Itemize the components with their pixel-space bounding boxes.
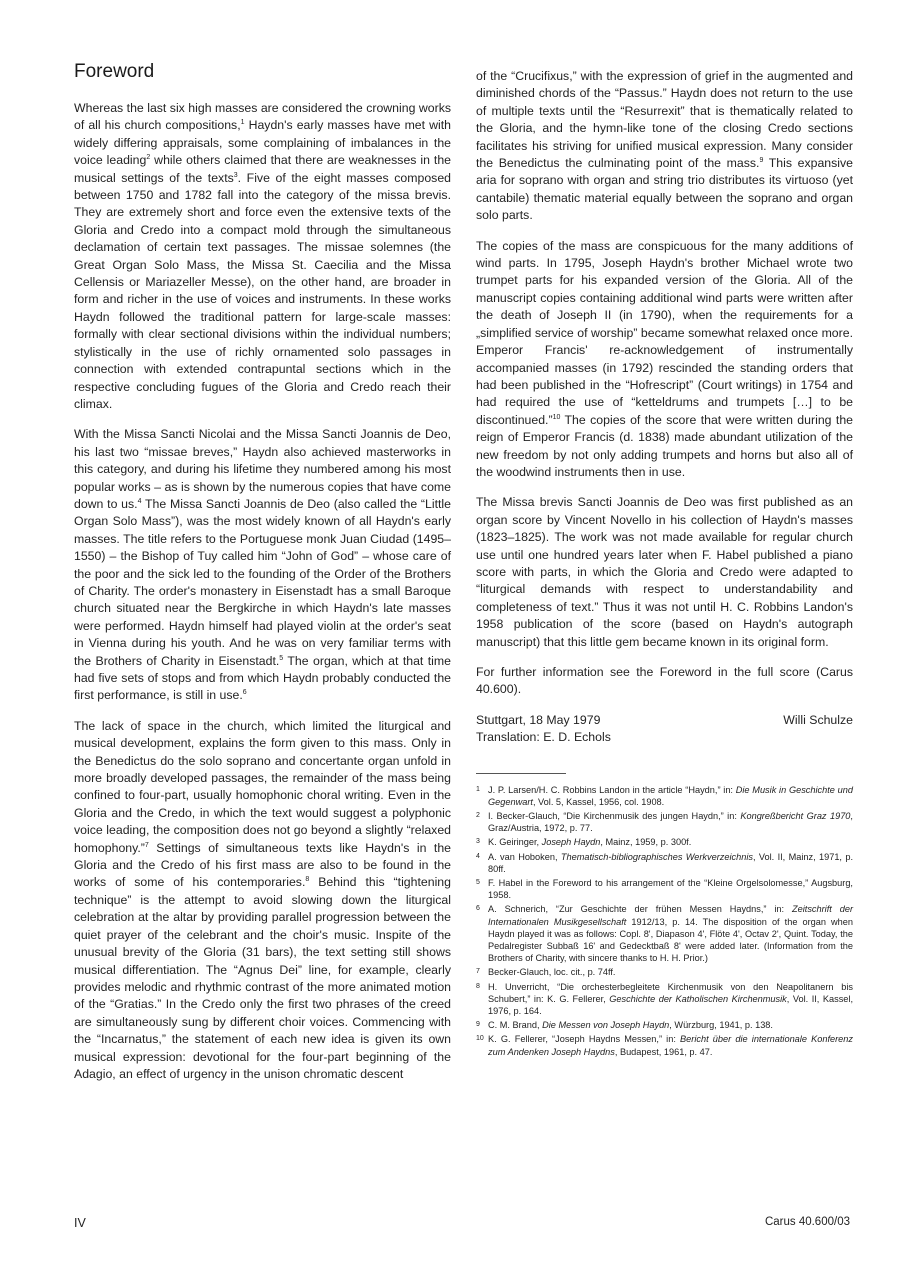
italic-text: Great Organ Solo Mass <box>74 257 216 272</box>
italic-text: Missa Sancti Joannis de Deo <box>170 496 330 511</box>
italic-text: Missa Sancti Joannis de Deo <box>285 427 448 442</box>
footnote-item <box>476 877 853 901</box>
footnote-ref: 1 <box>240 119 245 127</box>
footnote-text <box>488 1019 853 1031</box>
italic-text: Mariazeller Messe <box>145 275 248 290</box>
footnote-item <box>476 1019 853 1031</box>
text-run: Becker-Glauch, loc. cit., p. 74ff. <box>488 967 616 978</box>
text-run: F. Habel in the Foreword to his arrangement of the “Kleine Orgelsolomesse,” Augsburg, 1958. <box>488 878 853 901</box>
body-paragraph <box>74 100 451 413</box>
text-run: , Graz/Austria, 1972, p. 77. <box>488 811 853 834</box>
text-run: A. Schnerich, “Zur Geschichte der frühen Messen Haydns,” in: <box>488 904 792 915</box>
text-run: ), on the other hand, are broader in form and richer in the use of voices and instruments. In these works Haydn followed the traditional pattern for large-scale masses: formally with clear sectional divisions within the individual numbers; stylistically in the use of richly ornamented solo passages in connection with extended contrapuntal sections which in the respective concluding fugues of the Gloria and Credo reach their climax. <box>74 275 451 411</box>
footnote-number: 3 <box>476 838 480 846</box>
footnote-ref: 10 <box>552 413 561 421</box>
body-paragraph <box>476 238 853 482</box>
text-run: Whereas the last six high masses are considered the crowning works of all his church compositions, <box>74 101 451 133</box>
italic-text: Missa St. Caecilia <box>251 257 359 272</box>
footnote-text <box>488 836 853 848</box>
text-run: was first published as an organ score by Vincent Novello in his collection of Haydn's masses (1823–1825). The work was not made available for regular church use until one hundred years later when F. Habel published a piano score with parts, in which the Gloria and Credo were adapted to “liturgical demands with respect to understandability and completeness of text.” Thus it was not until H. C. Robbins Landon's 1958 publication of the score (based on Haydn's autograph manuscript) that this little gem became known in its original form. <box>476 495 854 649</box>
text-run: Behind this “tightening technique” is the attempt to avoid slowing down the liturgical celebration at the altar by providing parallel progression between the quiet prayer of the celebrant and the choir's music. Inspite of the unusual brevity of the Gloria (31 bars), the text setting still shows musical differentiation. The “Agnus Dei” line, for example, clearly provides melodic and rhythmic contrast of the more animated motion of the “Gratias.” In the Credo only the first two phrases of the creed are simultaneously sung by different choir voices. Commencing with the “Incarnatus,” the statement of each new idea is given its own musical expression: devotional for the four-part beginning of the <box>74 875 451 1064</box>
right-column-body <box>476 68 853 699</box>
text-run: The <box>141 496 170 511</box>
text-run: , Vol. II, Kassel, 1976, p. 164. <box>488 993 853 1017</box>
text-run: , an effect of urgency in the unison chromatic descent <box>112 1066 404 1081</box>
italic-text: Thematisch-bibliographisches Werkverzeichnis <box>560 851 753 862</box>
text-run: or <box>123 275 146 290</box>
footnote-text <box>488 966 853 978</box>
signature-author: Willi Schulze <box>783 712 853 727</box>
footnote-number: 6 <box>476 905 480 913</box>
footnote-text <box>488 810 853 834</box>
footnote-text <box>488 877 853 901</box>
body-paragraph <box>74 718 451 1084</box>
text-run: and the <box>235 427 286 442</box>
text-run: of the “Crucifixus,” with the expression of grief in the augmented and diminished chords of the “Passus.” Haydn does not return to the use of multiple texts until the “Resurrexit” that is thematically related to the Gloria, and the hymn-like tone of the closing Credo sections facilitates his striving for unified musical expression. Many consider the Benedictus the culminating point of the mass. <box>476 69 853 171</box>
text-run: K. G. Fellerer, “Joseph Haydns Messen,” in: <box>488 1034 681 1045</box>
footnote-ref: 2 <box>146 154 151 162</box>
footnote-text <box>488 981 853 1018</box>
right-column <box>476 68 853 1060</box>
page-title: Foreword <box>74 61 155 82</box>
text-run: J. P. Larsen/H. C. Robbins Landon in the article “Haydn,” in: <box>488 784 736 795</box>
footnote-number: 10 <box>476 1035 484 1043</box>
text-run: , his last two “missae breves,” Haydn also achieved masterworks in this category, and during his lifetime they numbered among his most popular works – as is shown by the numerous copies that have come down to us. <box>74 427 451 511</box>
footnote-item <box>476 836 853 848</box>
footnote-ref: 6 <box>242 689 247 697</box>
text-run: . They are extremely short and force even the extensive texts of the Gloria and Credo into a compact mold through the simultaneous declamation of certain text passages. The missae solemnes (the <box>74 188 451 255</box>
footnote-text <box>488 784 853 808</box>
italic-text: Missa Cellensis <box>74 257 451 290</box>
text-run: , the <box>216 257 252 272</box>
footnote-item <box>476 810 853 834</box>
italic-text: Zeitschrift der Internationalen Musikgesellschaft <box>488 904 854 927</box>
text-run: The organ, which at that time had five sets of stops and from which Haydn probably conducted the first performance, is still in use. <box>74 653 451 703</box>
footnote-ref: 5 <box>279 654 284 662</box>
body-paragraph <box>74 426 451 705</box>
footnote-item <box>476 1033 853 1057</box>
italic-text: Kongreßbericht Graz 1970 <box>740 811 851 822</box>
footnote-number: 7 <box>476 968 480 976</box>
italic-text: Die Messen von Joseph Haydn <box>542 1020 670 1031</box>
text-run: The copies of the score that were written during the reign of Emperor Francis (d. 1838) made abundant utilization of the new freedom by not only adding trumpets and horns but also all of the woodwind instruments then in use. <box>476 412 853 479</box>
text-run: Settings of simultaneous texts like Haydn's in the Gloria and the Credo of his first mass are also to be found in the works of some of his contemporaries. <box>74 840 451 890</box>
text-run: , Budapest, 1961, p. 47. <box>614 1046 713 1057</box>
footnote-ref: 8 <box>305 876 310 884</box>
text-run: do the solo soprano and concertante organ unfold in more broadly developed passages, the remainder of the mass being confined to four-part, usually homophonic choral writing. Even in the Gloria and the Credo, in which the text would suggest a polyphonic voice leading, the composition does not go beyond a slightly “relaxed homophony.” <box>74 753 451 855</box>
footnote-text <box>488 903 853 964</box>
text-run: With the <box>74 427 125 442</box>
body-paragraph <box>476 68 853 225</box>
footnote-number: 1 <box>476 785 480 793</box>
footnote-text <box>488 851 853 875</box>
italic-text: Die Musik in Geschichte und Gegenwart <box>488 784 854 807</box>
italic-text: Bericht über die internationale Konferenz zum Andenken Joseph Haydns <box>488 1034 853 1057</box>
italic-text: Geschichte der Katholischen Kirchenmusik <box>609 993 787 1004</box>
body-paragraph <box>476 664 853 699</box>
left-column <box>74 60 451 1096</box>
text-run: , Vol. II, Mainz, 1971, p. 80ff. <box>488 851 853 874</box>
text-run: , Mainz, 1959, p. 300f. <box>600 837 692 848</box>
italic-text: Adagio <box>74 1066 113 1081</box>
text-run: . Five of the eight masses composed between 1750 and 1782 fall into the category of the <box>74 170 452 203</box>
text-run: For further information see the Foreword in the full score (Carus 40.600). <box>476 665 853 697</box>
text-run: C. M. Brand, <box>488 1020 543 1031</box>
footnote-divider <box>476 773 566 774</box>
text-run: This expansive aria for soprano with organ and string trio distributes its virtuoso (yet cantabile) thematic material equally between the soprano and organ solo parts. <box>476 156 853 223</box>
text-run: K. Geiringer, <box>488 837 542 848</box>
text-run: (also called the “Little Organ Solo Mass”), was the most widely known of all Haydn's early masses. The title refers to the Portuguese monk Juan Ciudad (1495–1550) – the Bishop of Tuy called him “John of God” – whose care of the poor and the sick led to the founding of the Order of the Brothers of Charity. The order's monastery in Eisenstadt has a small Baroque church situated near the Bergkirche in which Haydn's late masses were performed. Haydn himself had played violin at the order's seat in Vienna during his youth. And he was on very familiar terms with the Brothers of Charity in Eisenstadt. <box>74 496 451 668</box>
footnote-text <box>488 1033 853 1057</box>
text-run: The lack of space in the church, which limited the liturgical and musical development, explains the form given to this mass. Only in the <box>74 718 451 768</box>
footnote-number: 4 <box>476 852 480 860</box>
footnote-ref: 9 <box>759 156 764 164</box>
footnote-item <box>476 903 853 964</box>
left-column-body <box>74 100 451 1083</box>
footnote-item <box>476 966 853 978</box>
text-run: The <box>476 495 503 510</box>
text-run: The copies of the mass are conspicuous for the many additions of wind parts. In 1795, Joseph Haydn's brother Michael wrote two trumpet parts for his expanded version of the Gloria. All of the manuscript copies containing additional wind parts were written after the death of Joseph II (in 1790), when the requirements for a „simplified service of worship” became somewhat relaxed once more. Emperor Francis' re-acknowledgement of instrumentally accompanied masses (in 1792) rescinded the standing orders that had been published in the “Hofrescript” (Court writings) in 1754 and had required the use of “ketteldrums and trumpets […] to be discontinued.” <box>476 238 853 427</box>
footnote-ref: 7 <box>144 841 149 849</box>
text-run: H. Unverricht, “Die orchesterbegleitete Kirchenmusik von den Neapolitanern bis Schubert,” in: K. G. Fellerer, <box>488 981 853 1004</box>
footnote-item <box>476 851 853 875</box>
footnote-ref: 3 <box>233 171 238 179</box>
text-run: , Würzburg, 1941, p. 138. <box>669 1020 773 1031</box>
text-run: and the <box>358 257 419 272</box>
footnote-number: 2 <box>476 812 480 820</box>
italic-text: Missa brevis Sancti Joannis de Deo <box>502 495 707 510</box>
text-run: , Vol. 5, Kassel, 1956, col. 1908. <box>532 796 665 807</box>
italic-text: missa brevis <box>377 188 448 203</box>
text-run: I. Becker-Glauch, “Die Kirchenmusik des jungen Haydn,” in: <box>488 811 741 822</box>
italic-text: Benedictus <box>95 753 157 768</box>
footnote-item <box>476 981 853 1018</box>
footnote-ref: 4 <box>137 497 142 505</box>
catalog-code: Carus 40.600/03 <box>764 1216 850 1228</box>
text-run: A. van Hoboken, <box>488 851 561 862</box>
signature-line <box>476 712 853 729</box>
italic-text: Joseph Haydn <box>541 837 601 848</box>
footnote-number: 5 <box>476 879 480 887</box>
translation-credit: Translation: E. D. Echols <box>476 730 611 745</box>
text-run: 1912/13, p. 14. The disposition of the organ when Haydn played it was as follows: Copl. 8', Diapason 4', Flöte 4', Octav 2', Quint. Today, the Pedalregister Subbaß 16' and Gedecktbaß 8' were added later. (Information from the Brothers of Charity, with sincere thanks to H. H. Prior.) <box>488 916 853 964</box>
text-run: Haydn's early masses have met with widely differing appraisals, some complaining of imbalances in the voice leading <box>74 118 451 168</box>
signature-place-date: Stuttgart, 18 May 1979 <box>476 712 601 727</box>
footnote-item <box>476 784 853 808</box>
footnotes-list <box>476 784 853 1058</box>
footnote-number: 9 <box>476 1021 480 1029</box>
body-paragraph <box>476 494 853 651</box>
text-run: while others claimed that there are weaknesses in the musical settings of the texts <box>74 153 451 185</box>
italic-text: Missa Sancti Nicolai <box>124 427 236 442</box>
page-number: IV <box>74 1216 86 1230</box>
footnote-number: 8 <box>476 982 480 990</box>
